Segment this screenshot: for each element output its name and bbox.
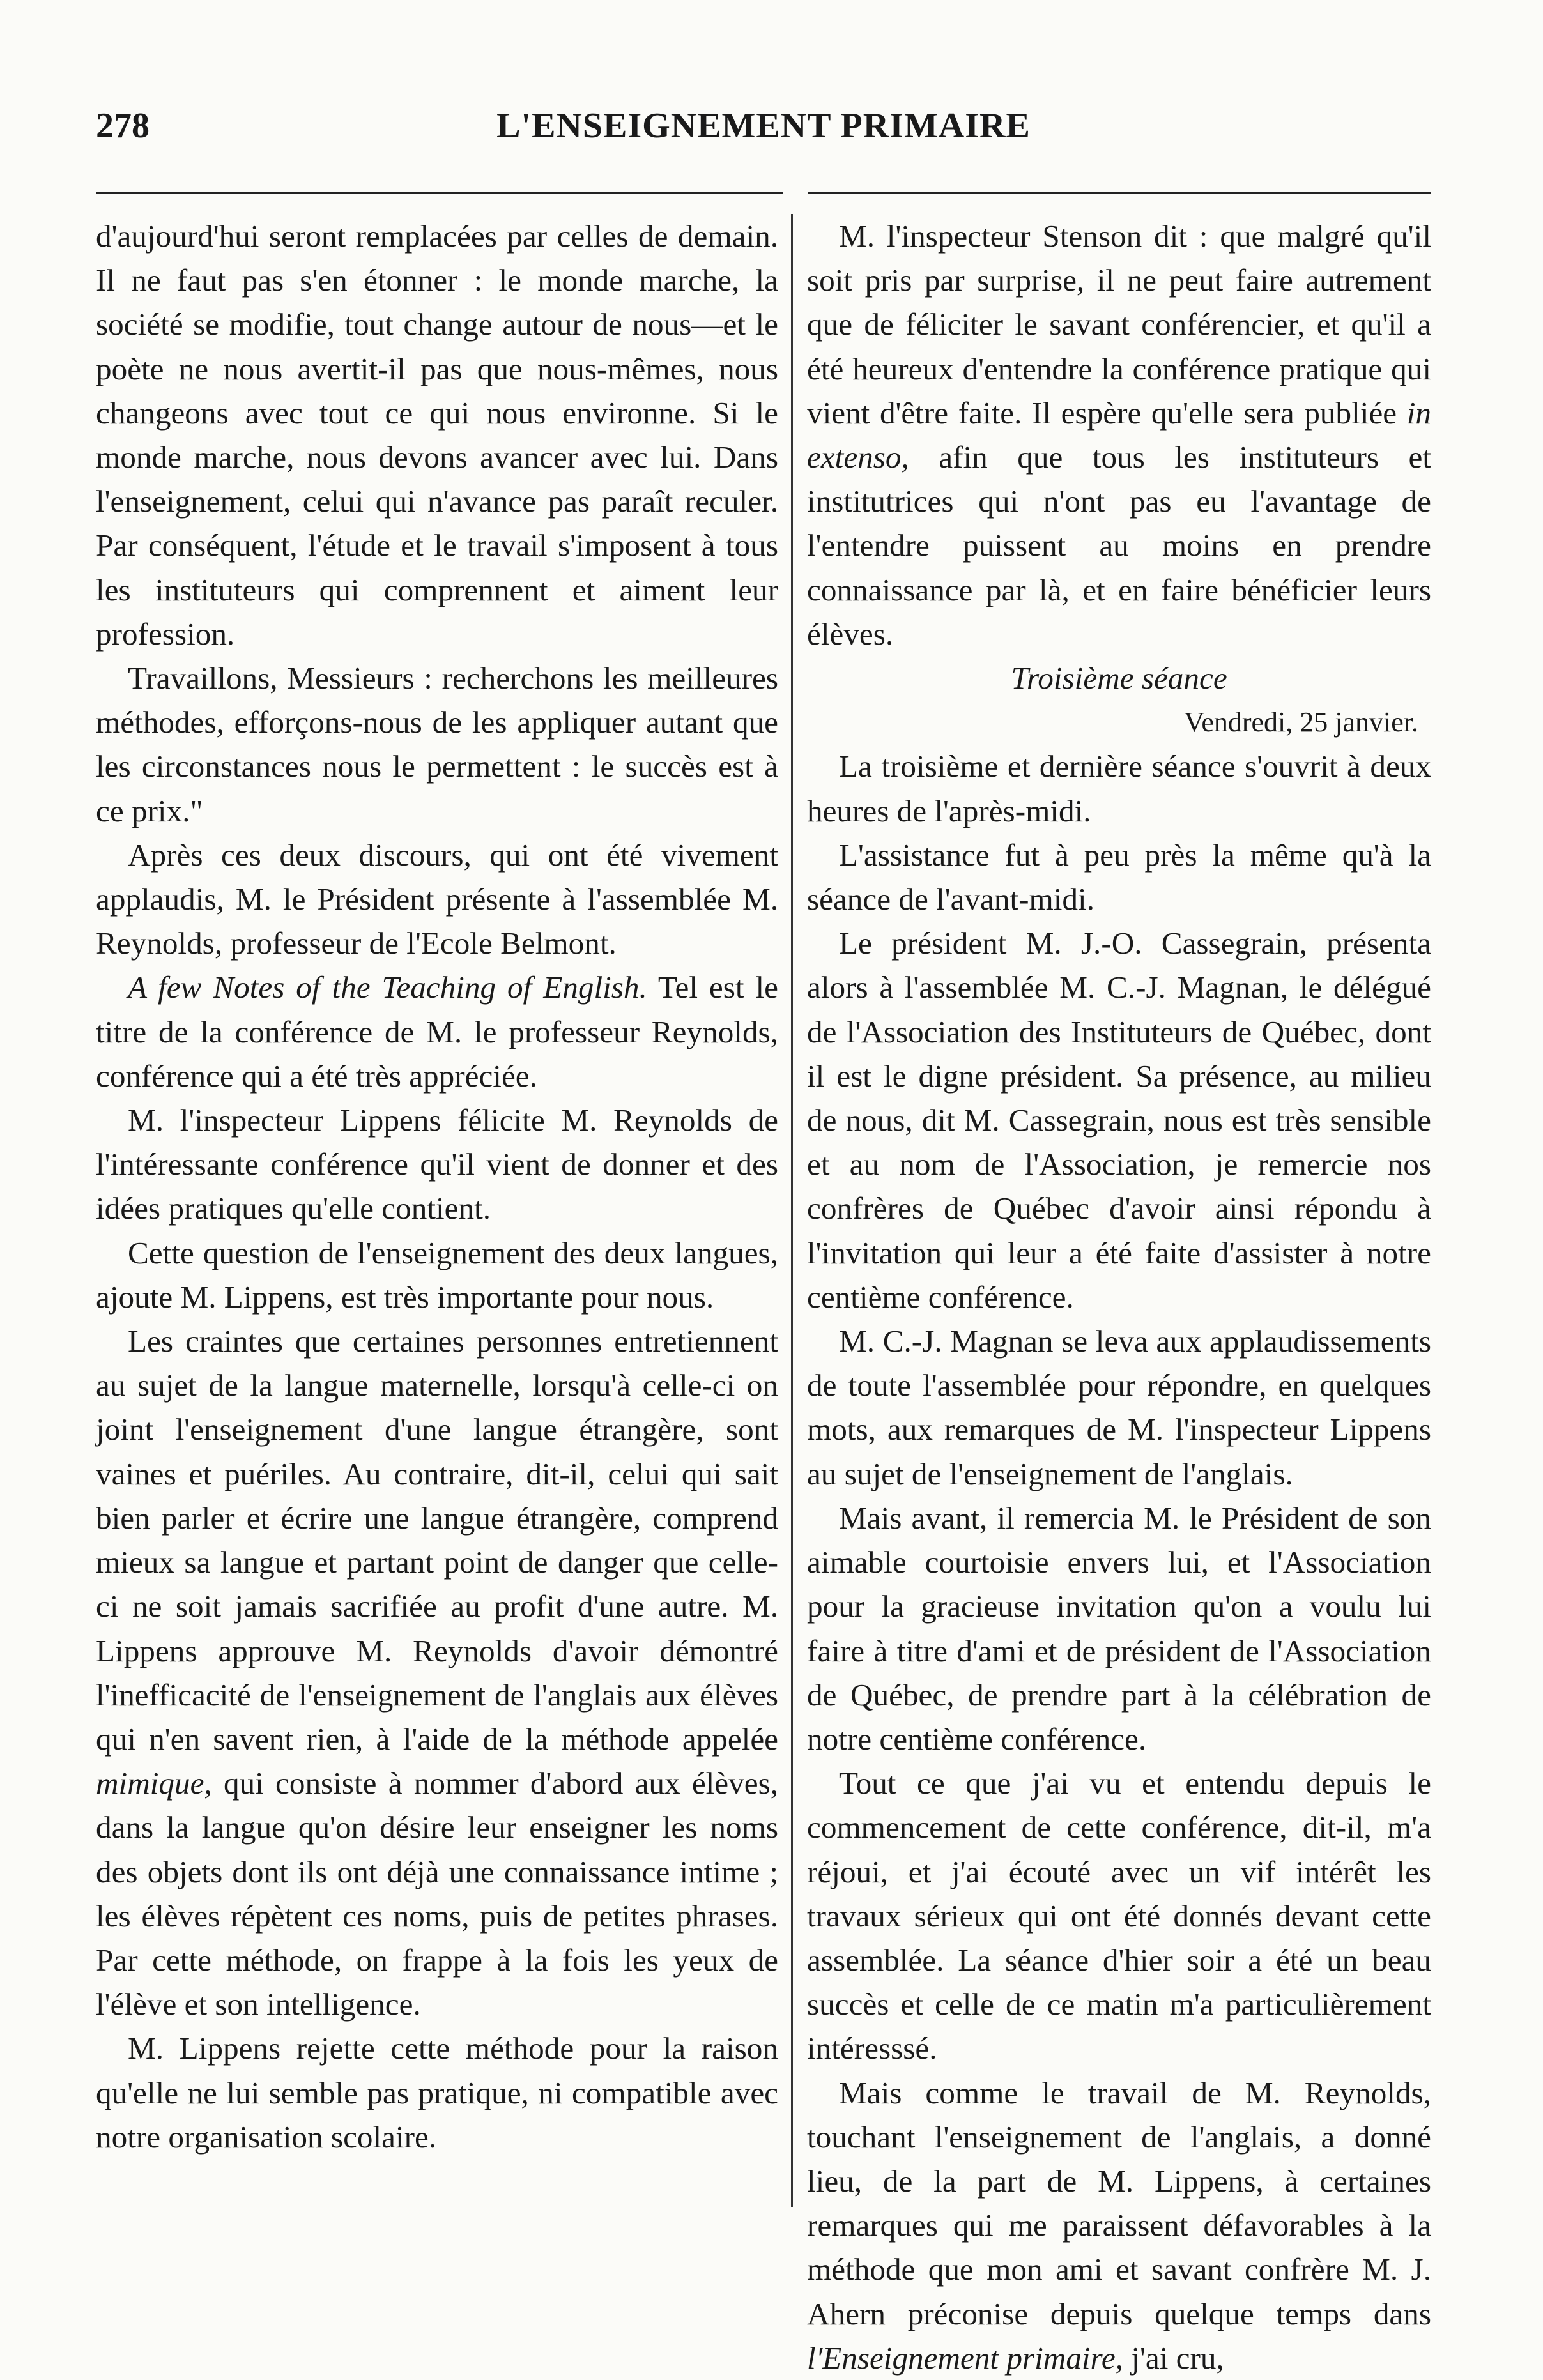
paragraph: Mais comme le travail de M. Reynolds, touchant l'enseignement de l'anglais, a donné lieu, de la part de M. Lippens, à certaines remarques qui me paraissent défavorables à la méthode que mon ami et savant confrère M. J. Ahern préconise depuis quelque temps dans l'Enseignement primaire, j'ai cru,	[807, 2075, 1431, 2376]
paragraph: L'assistance fut à peu près la même qu'à la séance de l'avant-midi.	[807, 837, 1431, 917]
header-rule-right	[808, 192, 1431, 194]
method-name: mimique,	[96, 1766, 212, 1801]
running-title: L'ENSEIGNEMENT PRIMAIRE	[496, 106, 1031, 146]
section-title: Troisième séance	[1011, 660, 1227, 696]
right-column	[807, 214, 1431, 2380]
paragraph: M. Lippens rejette cette méthode pour la raison qu'elle ne lui semble pas pratique, ni compatible avec notre organisation scolaire.	[96, 2031, 778, 2155]
paragraph: M. l'inspecteur Lippens félicite M. Reynolds de l'intéressante conférence qu'il vient de donner et des idées pratiques qu'elle contient.	[96, 1102, 778, 1226]
left-column	[96, 214, 778, 2159]
paragraph: Tout ce que j'ai vu et entendu depuis le commencement de cette conférence, dit-il, m'a réjoui, et j'ai écouté avec un vif intérêt les travaux sérieux qui ont été donnés devant cette assemblée. La séance d'hier soir a été un beau succès et celle de ce matin m'a particulièrement intéresssé.	[807, 1766, 1431, 2066]
in-extenso: in extenso,	[807, 395, 1431, 475]
page-number: 278	[96, 106, 150, 146]
paragraph: La troisième et dernière séance s'ouvrit à deux heures de l'après-midi.	[807, 749, 1431, 828]
paragraph: Le président M. J.-O. Cassegrain, présenta alors à l'assemblée M. C.-J. Magnan, le délégué de l'Association des Instituteurs de Québec, dont il est le digne président. Sa présence, au milieu de nous, dit M. Cassegrain, nous est très sensible et au nom de l'Association, je remercie nos confrères de Québec d'avoir ainsi répondu à l'invitation qui leur a été faite d'assister à notre centième conférence.	[807, 926, 1431, 1315]
column-divider	[791, 214, 793, 2207]
paragraph: Travaillons, Messieurs : recherchons les meilleures méthodes, efforçons-nous de les appliquer autant que les circonstances nous le permettent : le succès est à ce prix."	[96, 660, 778, 828]
paragraph: Cette question de l'enseignement des deux langues, ajoute M. Lippens, est très importante pour nous.	[96, 1235, 778, 1315]
publication-name: l'Enseignement primaire,	[807, 2340, 1124, 2376]
page-header	[96, 105, 1431, 156]
conference-title: A few Notes of the Teaching of English.	[128, 970, 647, 1005]
paragraph: Les craintes que certaines personnes entretiennent au sujet de la langue maternelle, lorsqu'à celle-ci on joint l'enseignement d'une langue étrangère, sont vaines et puériles. Au contraire, dit-il, celui qui sait bien parler et écrire une langue étrangère, comprend mieux sa langue et partant point de danger que celle-ci ne soit jamais sacrifiée au profit d'une autre. M. Lippens approuve M. Reynolds d'avoir démontré l'inefficacité de l'enseignement de l'anglais aux élèves qui n'en savent rien, à l'aide de la méthode appelée mimique, qui consiste à nommer d'abord aux élèves, dans la langue qu'on désire leur enseigner les noms des objets dont ils ont déjà une connaissance intime ; les élèves répètent ces noms, puis de petites phrases. Par cette méthode, on frappe à la fois les yeux de l'élève et son intelligence.	[96, 1323, 779, 2022]
paragraph: M. l'inspecteur Stenson dit : que malgré qu'il soit pris par surprise, il ne peut faire autrement que de féliciter le savant conférencier, et qu'il a été heureux d'entendre la conférence pratique qui vient d'être faite. Il espère qu'elle sera publiée in extenso, afin que tous les instituteurs et institutrices qui n'ont pas eu l'avantage de l'entendre puissent au moins en prendre connaissance par là, et en faire bénéficier leurs élèves.	[807, 218, 1431, 652]
paragraph: Après ces deux discours, qui ont été vivement applaudis, M. le Président présente à l'assemblée M. Reynolds, professeur de l'Ecole Belmont.	[96, 837, 778, 961]
header-rule-left	[96, 192, 783, 194]
paragraph: A few Notes of the Teaching of English. Tel est le titre de la conférence de M. le professeur Reynolds, conférence qui a été très appréciée.	[96, 970, 778, 1094]
paragraph: d'aujourd'hui seront remplacées par celles de demain. Il ne faut pas s'en étonner : le monde marche, la société se modifie, tout change autour de nous—et le poète ne nous avertit-il pas que nous-mêmes, nous changeons avec tout ce qui nous environne. Si le monde marche, nous devons avancer avec lui. Dans l'enseignement, celui qui n'avance pas paraît reculer. Par conséquent, l'étude et le travail s'imposent à tous les instituteurs qui comprennent et aiment leur profession.	[96, 218, 778, 652]
paragraph: M. C.-J. Magnan se leva aux applaudissements de toute l'assemblée pour répondre, en quelques mots, aux remarques de M. l'inspecteur Lippens au sujet de l'enseignement de l'anglais.	[807, 1323, 1431, 1491]
paragraph: Mais avant, il remercia M. le Président de son aimable courtoisie envers lui, et l'Association pour la gracieuse invitation qu'on a voulu lui faire à titre d'ami et de président de l'Association de Québec, de prendre part à la célébration de notre centième conférence.	[807, 1500, 1431, 1757]
section-date: Vendredi, 25 janvier.	[1184, 706, 1418, 738]
